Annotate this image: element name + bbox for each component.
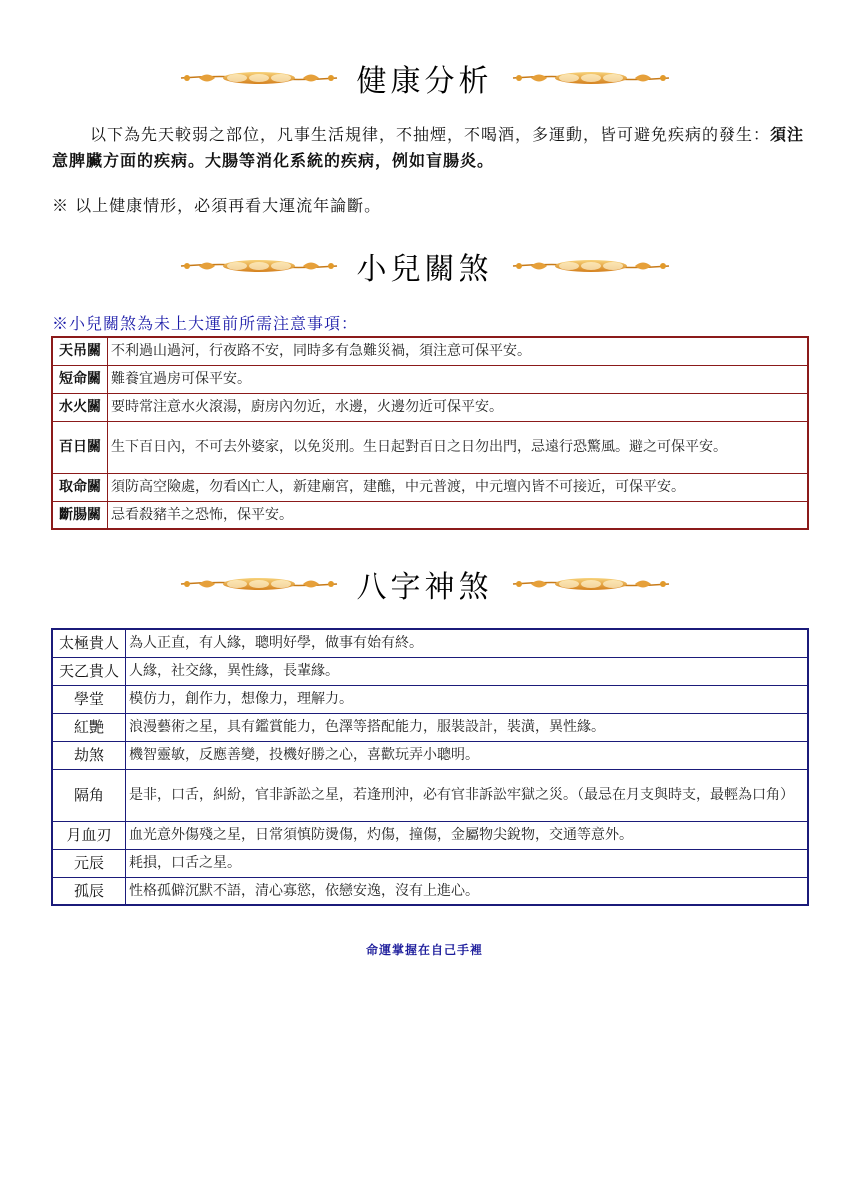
row-label: 百日關 [52, 421, 108, 473]
row-text: 性格孤僻沉默不語，清心寡慾，依戀安逸，沒有上進心。 [126, 877, 809, 905]
row-label: 紅艷 [52, 713, 126, 741]
row-label: 孤辰 [52, 877, 126, 905]
row-label: 太極貴人 [52, 629, 126, 657]
table-row [52, 821, 808, 849]
health-paragraph-text: 以下為先天較弱之部位，凡事生活規律，不抽煙，不喝酒，多運動，皆可避免疾病的發生： [90, 125, 771, 144]
row-text: 機智靈敏，反應善變，投機好勝之心，喜歡玩弄小聰明。 [126, 741, 809, 769]
table-row [52, 337, 808, 365]
health-paragraph-emphasis: 須注意脾臟方面的疾病。大腸等消化系統的疾病，例如盲腸炎。 [52, 125, 805, 170]
bazi-heading [0, 559, 849, 609]
left-ornament-icon [179, 255, 339, 277]
row-text: 是非，口舌，糾紛，官非訴訟之星，若逢刑沖，必有官非訴訟牢獄之災。（最忌在月支與時支，最輕為口角） [126, 769, 809, 821]
health-paragraph [52, 122, 812, 174]
child-title: 小兒關煞 [356, 252, 493, 287]
row-text: 浪漫藝術之星，具有鑑賞能力，色澤等搭配能力，服裝設計，裝潢，異性緣。 [126, 713, 809, 741]
row-text: 要時常注意水火滾湯，廚房內勿近，水邊，火邊勿近可保平安。 [108, 393, 809, 421]
row-text: 生下百日內，不可去外婆家，以免災刑。生日起對百日之日勿出門，忌遠行恐驚風。避之可保平安。 [108, 421, 809, 473]
row-label: 隔角 [52, 769, 126, 821]
row-text: 人緣，社交緣，異性緣，長輩緣。 [126, 657, 809, 685]
row-text: 模仿力，創作力，想像力，理解力。 [126, 685, 809, 713]
row-text: 為人正直，有人緣，聰明好學，做事有始有終。 [126, 629, 809, 657]
left-ornament-icon [179, 67, 339, 89]
table-row [52, 365, 808, 393]
bazi-table [51, 628, 809, 906]
table-row [52, 685, 808, 713]
row-label: 學堂 [52, 685, 126, 713]
table-row [52, 657, 808, 685]
bazi-title: 八字神煞 [356, 570, 493, 605]
child-table [51, 336, 809, 530]
right-ornament-icon [511, 67, 671, 89]
health-title: 健康分析 [356, 64, 493, 99]
footer-motto: 命運掌握在自己手裡 [365, 943, 483, 957]
row-text: 血光意外傷殘之星，日常須慎防燙傷，灼傷，撞傷，金屬物尖銳物，交通等意外。 [126, 821, 809, 849]
table-row [52, 501, 808, 529]
row-text: 耗損，口舌之星。 [126, 849, 809, 877]
health-note: ※ 以上健康情形，必須再看大運流年論斷。 [52, 196, 382, 215]
table-row [52, 473, 808, 501]
row-label: 天乙貴人 [52, 657, 126, 685]
row-text: 難養宜過房可保平安。 [108, 365, 809, 393]
row-label: 元辰 [52, 849, 126, 877]
row-label: 天吊關 [52, 337, 108, 365]
right-ornament-icon [511, 573, 671, 595]
table-row [52, 393, 808, 421]
child-heading [0, 241, 849, 291]
row-text: 須防高空險處，勿看凶亡人，新建廟宮，建醮，中元普渡，中元壇內皆不可接近，可保平安。 [108, 473, 809, 501]
row-label: 斷腸關 [52, 501, 108, 529]
row-label: 水火關 [52, 393, 108, 421]
row-label: 月血刃 [52, 821, 126, 849]
table-row [52, 629, 808, 657]
row-text: 不利過山過河，行夜路不安，同時多有急難災禍，須注意可保平安。 [108, 337, 809, 365]
table-row [52, 877, 808, 905]
health-heading [0, 53, 849, 103]
row-text: 忌看殺豬羊之恐怖，保平安。 [108, 501, 809, 529]
table-row [52, 421, 808, 473]
row-label: 取命關 [52, 473, 108, 501]
table-row [52, 713, 808, 741]
row-label: 劫煞 [52, 741, 126, 769]
child-intro: ※小兒關煞為未上大運前所需注意事項： [52, 314, 359, 333]
row-label: 短命關 [52, 365, 108, 393]
table-row [52, 741, 808, 769]
table-row [52, 849, 808, 877]
left-ornament-icon [179, 573, 339, 595]
right-ornament-icon [511, 255, 671, 277]
table-row [52, 769, 808, 821]
